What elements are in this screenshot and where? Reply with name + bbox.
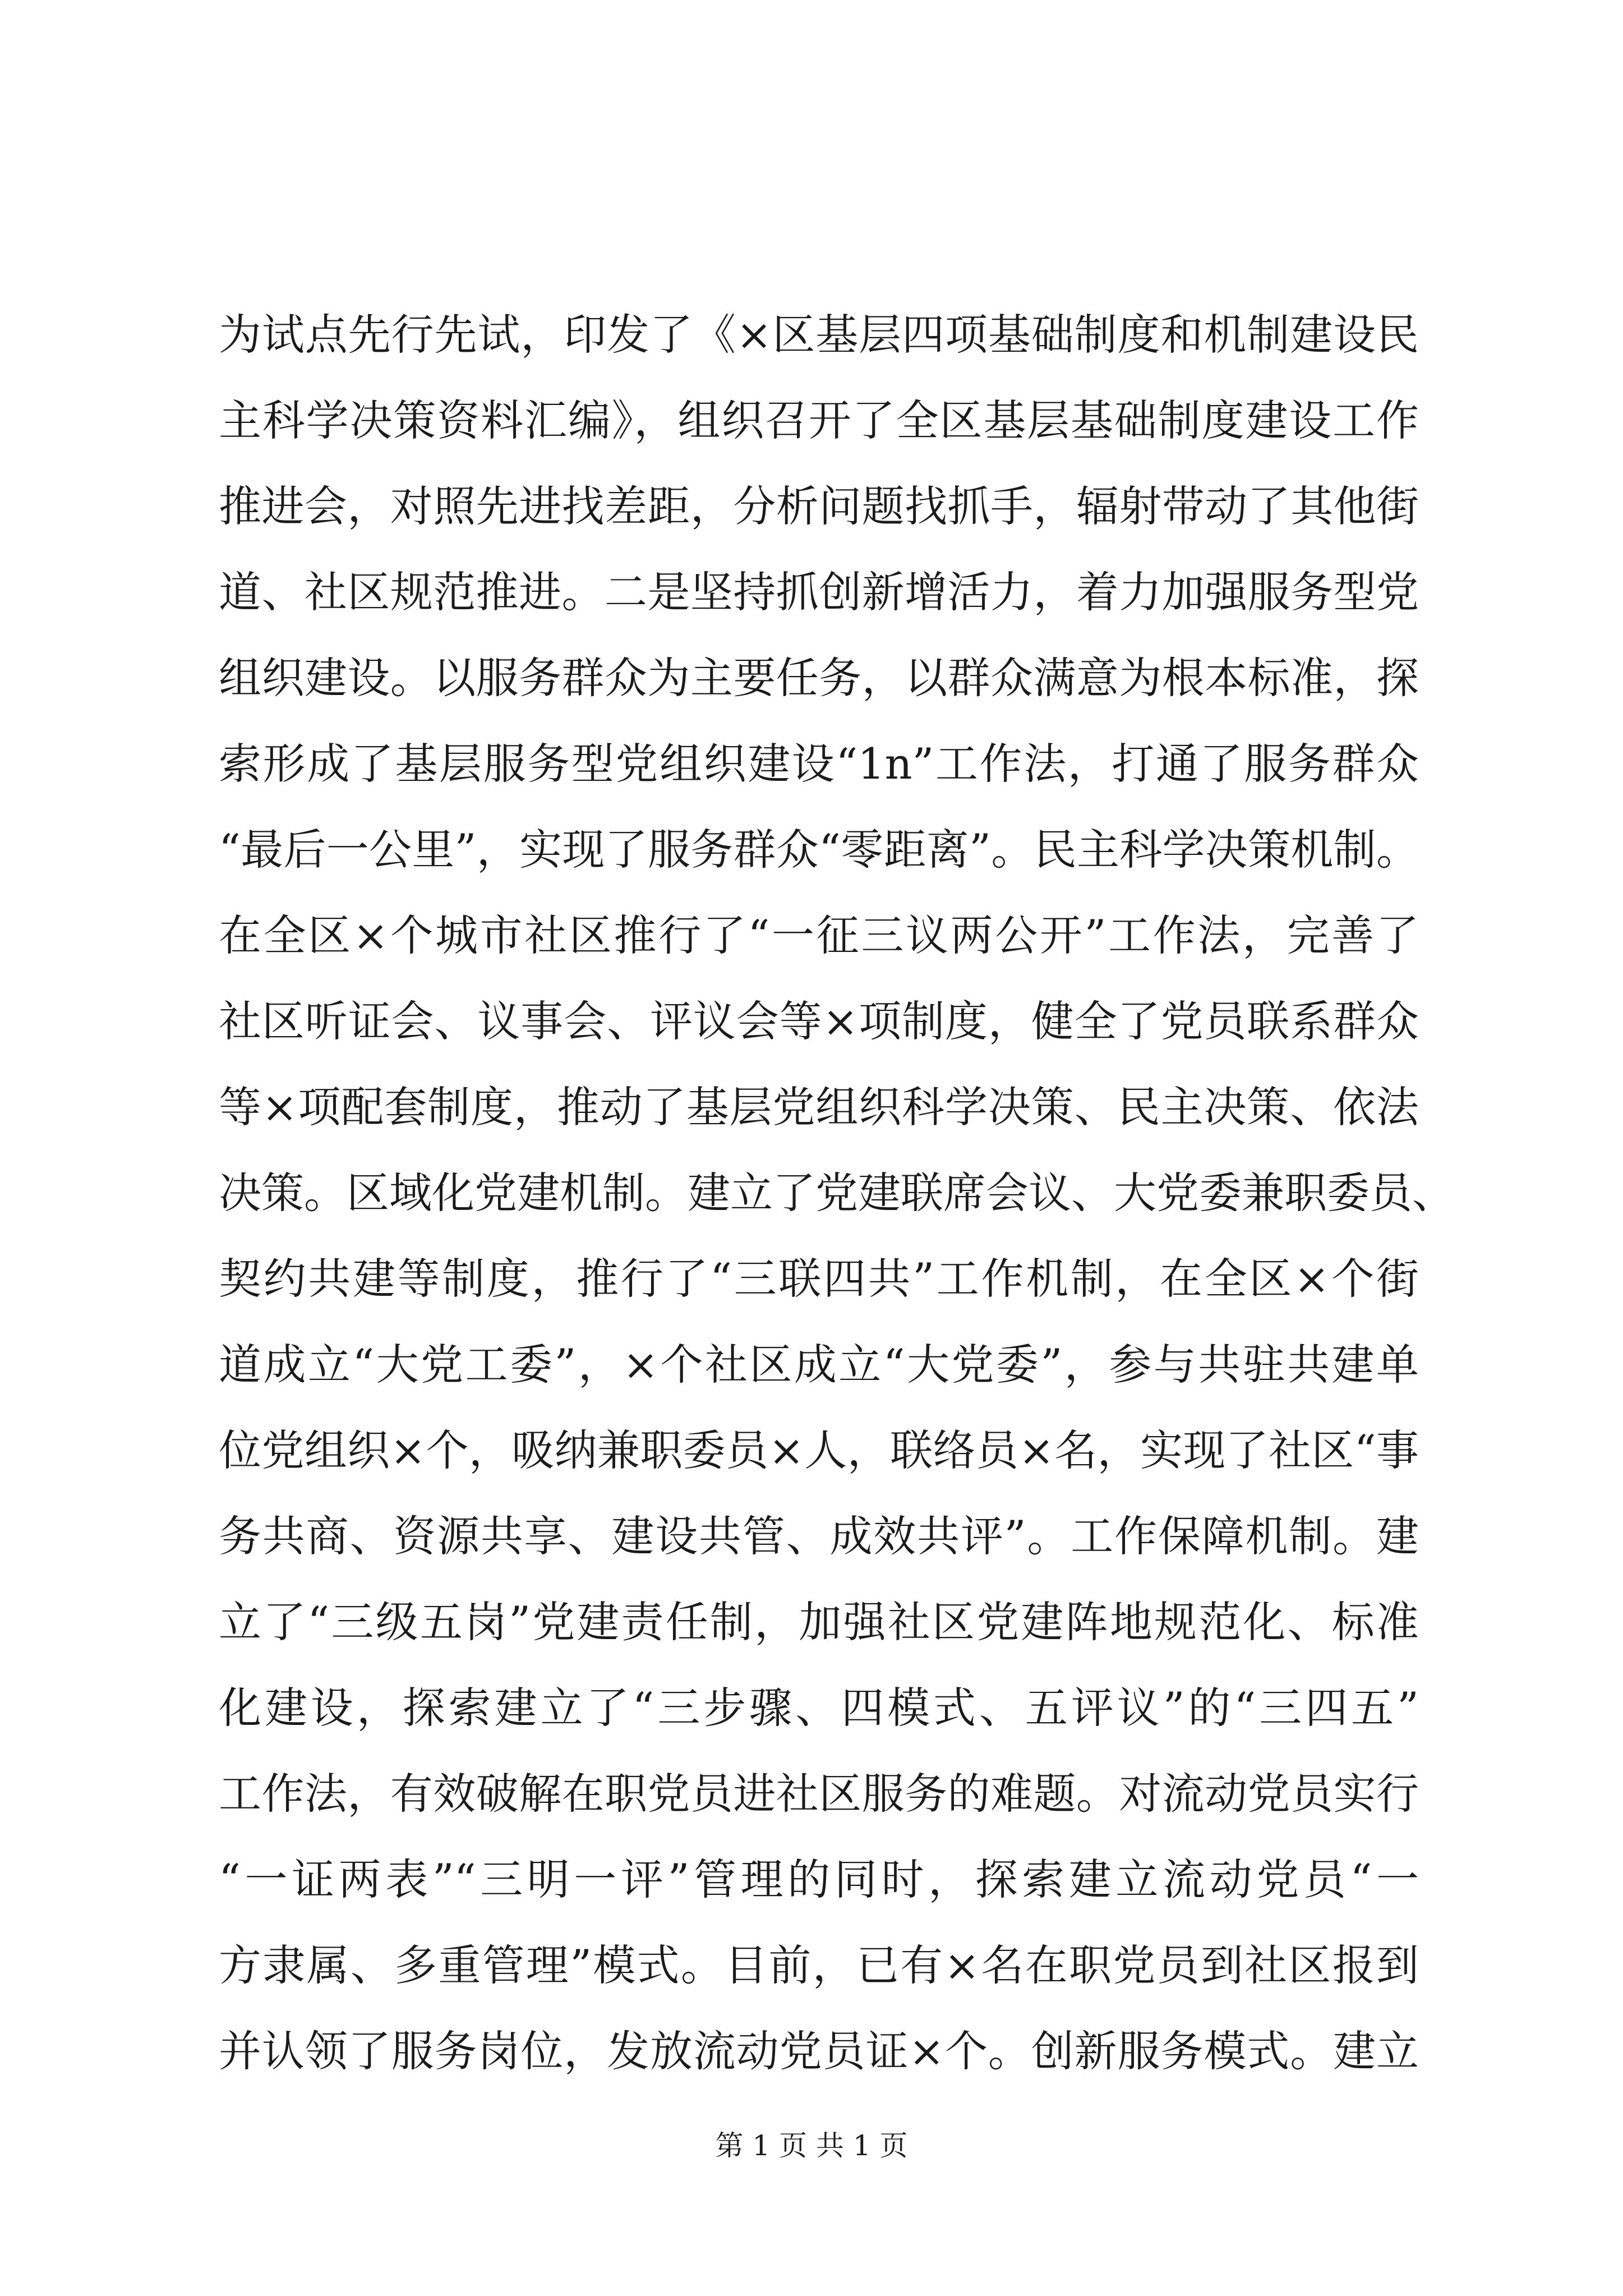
text-line: 位党组织×个，吸纳兼职委员×人，联络员×名，实现了社区“事 <box>219 1425 1419 1475</box>
text-line: 推进会，对照先进找差距，分析问题找抓手，辐射带动了其他街 <box>219 481 1419 531</box>
text-line: “一证两表”“三明一评”管理的同时，探索建立流动党员“一 <box>219 1855 1419 1904</box>
text-line: 索形成了基层服务型党组织建设“1n”工作法，打通了服务群众 <box>219 739 1419 789</box>
text-line: 道、社区规范推进。二是坚持抓创新增活力，着力加强服务型党 <box>219 567 1419 617</box>
text-line: 在全区×个城市社区推行了“一征三议两公开”工作法，完善了 <box>219 910 1419 960</box>
text-line: “最后一公里”，实现了服务群众“零距离”。民主科学决策机制。 <box>219 825 1419 875</box>
text-line: 主科学决策资料汇编》，组织召开了全区基层基础制度建设工作 <box>219 395 1419 445</box>
text-line: 工作法，有效破解在职党员进社区服务的难题。对流动党员实行 <box>219 1769 1419 1819</box>
text-line: 为试点先行先试，印发了《×区基层四项基础制度和机制建设民 <box>219 310 1419 360</box>
text-line: 化建设，探索建立了“三步骤、四模式、五评议”的“三四五” <box>219 1683 1419 1733</box>
text-line: 务共商、资源共享、建设共管、成效共评”。工作保障机制。建 <box>219 1511 1419 1561</box>
text-line: 等×项配套制度，推动了基层党组织科学决策、民主决策、依法 <box>219 1082 1419 1132</box>
text-line: 并认领了服务岗位，发放流动党员证×个。创新服务模式。建立 <box>219 2026 1419 2076</box>
text-line: 方隶属、多重管理”模式。目前，已有×名在职党员到社区报到 <box>219 1940 1419 1990</box>
text-line: 社区听证会、议事会、评议会等×项制度，健全了党员联系群众 <box>219 996 1419 1046</box>
page-number-label: 第 1 页 共 1 页 <box>715 2129 908 2162</box>
body-paragraph <box>219 292 1455 2094</box>
text-line: 契约共建等制度，推行了“三联四共”工作机制，在全区×个街 <box>219 1254 1419 1304</box>
text-line: 道成立“大党工委”，×个社区成立“大党委”，参与共驻共建单 <box>219 1340 1419 1389</box>
page-footer <box>0 2129 1623 2162</box>
text-line: 组织建设。以服务群众为主要任务，以群众满意为根本标准，探 <box>219 653 1419 703</box>
text-line: 立了“三级五岗”党建责任制，加强社区党建阵地规范化、标准 <box>219 1597 1419 1647</box>
text-line: 决策。区域化党建机制。建立了党建联席会议、大党委兼职委员、 <box>219 1168 1455 1218</box>
